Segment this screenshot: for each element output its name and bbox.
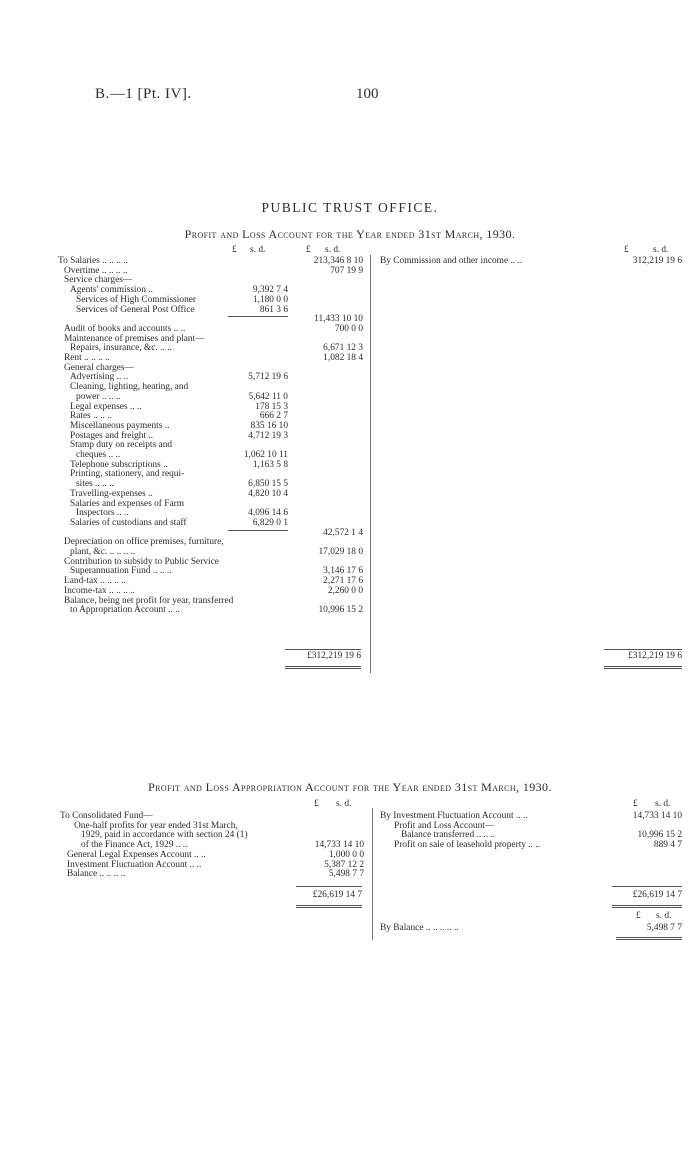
appr-balance-amount: 5,498 7 7 (646, 923, 682, 933)
pl-debit-row-label: Postages and freight .. (70, 430, 154, 441)
pl-left-total-top-rule (285, 649, 361, 650)
appr-debit-row-amount-amt: 5,387 12 2 (324, 859, 364, 870)
appr-credit-row-amount-amt: 10,996 15 2 (637, 830, 682, 841)
pl-credit-row (380, 257, 682, 267)
pl-debit-row-amount-a: 6,829 0 1 (252, 517, 288, 528)
appr-credit-row-label: Profit on sale of leasehold property .. .. (394, 840, 541, 851)
pl-right-total-value: £312,219 19 6 (628, 651, 682, 661)
appr-credit-row-label: Profit and Loss Account— (394, 820, 495, 831)
pl-debit-row-label: sites .. .. .. (76, 479, 114, 490)
pl-debit-row-amount-b: 2,271 17 6 (323, 576, 363, 587)
appr-debit-row-amount-amt: 5,498 7 7 (328, 869, 364, 880)
appr-credit-row-amount-amt: 14,733 14 10 (632, 811, 682, 821)
pl-left-col-sd-head: s. d. (325, 245, 341, 255)
pl-debit-row-amount-b: 17,029 18 0 (318, 547, 363, 557)
appr-account-title: Profit and Loss Appropriation Account for the Year ended 31st March, 1930. (148, 780, 552, 794)
pl-debit-row-label: Stamp duty on receipts and (70, 440, 173, 451)
pl-left-subcol-sd-head: s. d. (250, 245, 266, 255)
pl-debit-row-amount-a: 4,712 19 3 (248, 430, 288, 441)
pl-left-total-value: £312,219 19 6 (307, 651, 361, 661)
appr-debit-side (60, 812, 364, 892)
pl-debit-row-label: Salaries and expenses of Farm (70, 498, 185, 509)
appr-credit-side (380, 812, 682, 857)
pl-debit-row-amount-a: 861 3 6 (259, 304, 288, 315)
appr-debit-row-amount-amt: 14,733 14 10 (314, 840, 364, 851)
pl-right-col-sd-head: s. d. (653, 245, 669, 255)
appr-left-total-top-rule (296, 886, 362, 887)
pl-debit-row-amount-b: 3,146 17 6 (323, 566, 363, 577)
pl-debit-row-amount-a: 178 15 3 (255, 401, 288, 412)
pl-debit-row-label: Land-tax .. .. .. .. (64, 576, 126, 587)
pl-debit-row-amount-a: 5,712 19 6 (248, 372, 288, 383)
appr-debit-row-label: 1929, paid in accordance with section 24 (1) (81, 830, 248, 841)
pl-debit-row-amount-b: 10,996 15 2 (318, 605, 363, 616)
pl-debit-row-amount-b: 213,346 8 10 (313, 256, 363, 266)
pl-credit-side (380, 257, 682, 269)
appr-credit-row-amount-amt: 889 4 7 (653, 840, 682, 851)
pl-debit-row-label: Travelling-expenses .. (70, 488, 153, 499)
appr-balance-sd-head: s. d. (656, 911, 672, 921)
pl-debit-row-amount-a: 4,820 10 4 (248, 488, 288, 499)
pl-debit-row-label: Cleaning, lighting, heating, and (70, 382, 189, 393)
pl-debit-row-label: Superannuation Fund .. .. .. (70, 566, 172, 577)
appr-column-divider (372, 808, 373, 940)
pl-debit-row-amount-b: 1,082 18 4 (323, 353, 363, 363)
appr-left-total-value: £26,619 14 7 (312, 890, 362, 900)
office-title: PUBLIC TRUST OFFICE. (261, 200, 439, 215)
appr-right-col-pound-head: £ (633, 799, 638, 809)
pl-debit-row-label: Services of High Commissioner (76, 294, 197, 305)
pl-debit-row-amount-b: 11,433 10 10 (314, 314, 363, 325)
appr-debit-row-label: One-half profits for year ended 31st March, (74, 820, 238, 831)
pl-right-col-pound-head: £ (624, 245, 629, 255)
appr-credit-row-label: Balance transferred .. .. .. (401, 830, 496, 841)
pl-debit-row (58, 606, 363, 616)
appr-left-total (290, 891, 362, 902)
pl-debit-row-amount-b: 2,260 0 0 (327, 585, 363, 596)
pl-debit-row-label: Depreciation on office premises, furniture, (64, 537, 224, 548)
pl-debit-row-label: Income-tax .. .. .. .. (64, 585, 135, 596)
pl-debit-row-amount-a: 6,850 15 5 (248, 479, 288, 490)
pl-debit-row-amount-a: 1,180 0 0 (252, 294, 288, 305)
pl-debit-row-label: Legal expenses .. .. (70, 401, 142, 412)
appr-balance-pound-head: £ (636, 911, 641, 921)
pl-debit-row-label: to Appropriation Account .. .. (70, 605, 180, 616)
pl-debit-row-label: Printing, stationery, and requi- (70, 469, 185, 480)
appr-balance-bottom-rule (616, 937, 682, 940)
appr-debit-row-label: To Consolidated Fund— (60, 811, 153, 821)
appr-debit-row (60, 870, 364, 880)
pl-left-total (280, 652, 361, 663)
appr-balance-label: By Balance .. .. .. .. .. (380, 923, 459, 933)
pl-column-divider (370, 255, 371, 673)
pl-debit-row-amount-b: 707 19 9 (330, 265, 363, 276)
pl-debit-row-label: Repairs, insurance, &c. .. .. (70, 343, 172, 354)
pl-debit-row-amount-a: 9,392 7 4 (252, 285, 288, 296)
pl-left-total-bottom-rule (285, 666, 361, 669)
pl-debit-row-label: Overtime .. .. .. .. (64, 265, 128, 276)
appr-left-col-pound-head: £ (314, 799, 319, 809)
appr-right-total-value: £26,619 14 7 (632, 890, 682, 900)
pl-credit-row-amount-amt: 312,219 19 6 (632, 256, 682, 266)
pl-debit-row-label: cheques .. .. (76, 450, 121, 460)
pl-debit-row-amount-b: 6,671 12 3 (323, 343, 363, 354)
appr-right-col-sd-head: s. d. (655, 799, 671, 809)
appr-debit-row-label: Investment Fluctuation Account .. .. (67, 859, 202, 870)
appr-right-total-top-rule (612, 886, 682, 887)
pl-debit-row-label: Inspectors .. .. (76, 508, 129, 519)
pl-debit-row-label: Services of General Post Office (76, 304, 195, 315)
appr-debit-row-label: General Legal Expenses Account .. .. (67, 849, 206, 860)
pl-debit-row-label: Advertising .. .. (70, 372, 129, 383)
pl-debit-row-amount-a: 5,642 11 0 (248, 391, 288, 402)
pl-debit-row-label: Contribution to subsidy to Public Service (64, 556, 219, 567)
pl-right-total-bottom-rule (604, 666, 682, 669)
pl-debit-row-amount-b: 700 0 0 (334, 323, 363, 334)
pl-debit-side (58, 257, 363, 637)
page-reference: B.—1 [Pt. IV]. (95, 86, 192, 102)
pl-debit-row-amount-a: 1,163 5 8 (252, 459, 288, 470)
pl-debit-row-label: Agents' commission .. (70, 285, 153, 296)
pl-debit-row (58, 519, 363, 529)
appr-left-col-sd-head: s. d. (336, 799, 352, 809)
pl-debit-row-amount-a: 4,096 14 6 (248, 508, 288, 519)
pl-debit-row-amount-b: 42,572 1 4 (323, 527, 363, 538)
appr-balance-row (380, 924, 682, 935)
pl-debit-row-label: Maintenance of premises and plant— (64, 333, 205, 344)
pl-debit-row-label: plant, &c. .. .. .. .. (70, 547, 136, 557)
pl-debit-row-label: General charges— (64, 362, 134, 373)
pl-debit-row-amount-a: 666 2 7 (259, 411, 288, 422)
pl-debit-row-label: Balance, being net profit for year, transferred (64, 595, 234, 606)
pl-debit-row-label: Rent .. .. .. .. (64, 353, 110, 363)
pl-debit-row-label: To Salaries .. .. .. .. (58, 256, 128, 266)
page-number: 100 (356, 86, 379, 102)
appr-left-total-bottom-rule (296, 905, 362, 908)
pl-right-total-top-rule (604, 649, 682, 650)
pl-debit-row-label: Miscellaneous payments .. (70, 420, 170, 431)
pl-debit-row-label: Rates .. .. .. (70, 411, 112, 422)
appr-debit-row-label: Balance .. .. .. .. (67, 869, 126, 880)
pl-account-title: Profit and Loss Account for the Year ended 31st March, 1930. (184, 227, 516, 241)
pl-debit-row-label: power .. .. .. (76, 391, 121, 402)
pl-left-subcol-pound-head: £ (232, 245, 237, 255)
pl-right-total (600, 652, 682, 663)
pl-debit-row-label: Audit of books and accounts .. .. (64, 323, 186, 334)
appr-debit-row-amount-amt: 1,000 0 0 (328, 849, 364, 860)
pl-debit-row-amount-a: 1,062 10 11 (243, 450, 288, 460)
appr-credit-row (380, 841, 682, 851)
appr-right-total-bottom-rule (612, 905, 682, 908)
pl-credit-row-label: By Commission and other income .. .. (380, 256, 523, 266)
appr-debit-row-label: of the Finance Act, 1929 .. .. (81, 840, 188, 851)
pl-debit-row-label: Service charges— (64, 275, 133, 286)
pl-left-col-pound-head: £ (306, 245, 311, 255)
pl-debit-row-label: Salaries of custodians and staff (70, 517, 187, 528)
pl-debit-row-amount-a: 835 16 10 (250, 420, 288, 431)
appr-right-total (606, 891, 682, 902)
appr-credit-row-label: By Investment Fluctuation Account .. .. (380, 811, 528, 821)
pl-debit-row-label: Telephone subscriptions .. (70, 459, 168, 470)
